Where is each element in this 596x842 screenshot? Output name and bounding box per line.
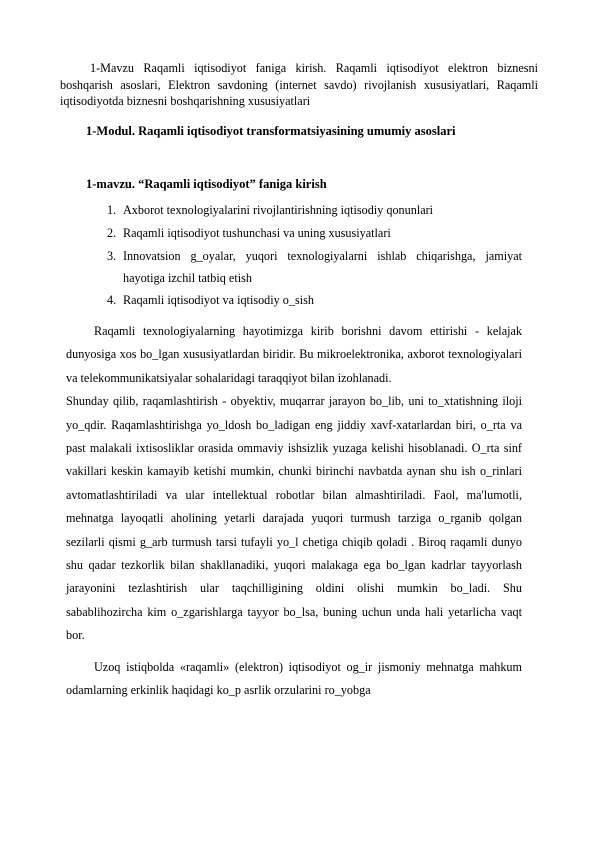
plan-item: [107, 199, 522, 222]
plan-item-number: 4.: [107, 293, 117, 307]
plan-item-number: 3.: [107, 249, 117, 263]
plan-item-number: 2.: [107, 226, 117, 240]
paragraph: Raqamli texnologiyalarning hayotimizga kirib borishni davom ettirishi - kelajak dunyosiga xos bo_lgan xususiyatlardan biridir. Bu mikroelektronika, axborot texnologiyalari va telekommunikatsiyalar sohalaridagi taraqqiyot bilan izohlanadi.: [66, 324, 522, 385]
subject-heading: 1-mavzu. “Raqamli iqtisodiyot” faniga kirish: [86, 177, 327, 191]
plan-item-text: Axborot texnologiyalarini rivojlantirishning iqtisodiy qonunlari: [123, 203, 434, 217]
module-heading: 1-Modul. Raqamli iqtisodiyot transformatsiyasining umumiy asoslari: [86, 124, 456, 138]
plan-item: [107, 289, 522, 312]
body-text: [66, 320, 522, 703]
plan-item: [107, 222, 522, 245]
paragraph: Shunday qilib, raqamlashtirish - obyektiv, muqarrar jarayon bo_lib, uni to_xtatishning iloji yo_qdir. Raqamlashtirishga yo_ldosh bo_ladigan eng jiddiy xavf-xatarlardan biri, o_rta va past malakali ixtisosliklar orasida ommaviy ishsizlik yuzaga kelishi hisoblanadi. O_rta sinf vakillari keskin kamayib ketishi mumkin, chunki birinchi navbatda aynan shu ish o_rinlari avtomatlashtiriladi va ular intellektual robotlar bilan almashtiriladi. Faol, ma'lumotli, mehnatga layoqatli aholining yetarli darajada yuqori turmush tarziga o_rganib qolgan sezilarli qismi g_arb turmush tarsi tufayli yo_l chetiga chiqib qoladi . Biroq raqamli dunyo shu qadar tezkorlik bilan shakllanadiki, yuqori malakaga ega bo_lgan kadrlar tayyorlash jarayonini tezlashtirish ular taqchilligining oldini olishi mumkin bo_ladi. Shu sabablihozircha kim o_zgarishlarga tayyor bo_lsa, buning uchun unda hali yetarlicha vaqt bor.: [66, 394, 522, 643]
paragraph: Uzoq istiqbolda «raqamli» (elektron) iqtisodiyot og_ir jismoniy mehnatga mahkum odamlarning erkinlik haqidagi ko_p asrlik orzularini ro_yobga: [66, 659, 522, 698]
plan-item-text: Raqamli iqtisodiyot va iqtisodiy o_sish: [123, 293, 314, 307]
plan-item-text: Innovatsion g_oyalar, yuqori texnologiyalarni ishlab chiqarishga, jamiyat hayotiga izchil tatbiq etish: [123, 249, 522, 285]
lesson-plan-list: [107, 199, 522, 312]
plan-item: [107, 245, 522, 289]
topic-title: 1-Mavzu Raqamli iqtisodiyot faniga kirish. Raqamli iqtisodiyot elektron biznesni boshqarish asoslari, Elektron savdoning (internet savdo) rivojlanish xususiyatlari, Raqamli iqtisodiyotda biznesni boshqarishning xususiyatlari: [60, 61, 538, 108]
plan-item-text: Raqamli iqtisodiyot tushunchasi va uning xususiyatlari: [123, 226, 391, 240]
plan-item-number: 1.: [107, 203, 117, 217]
